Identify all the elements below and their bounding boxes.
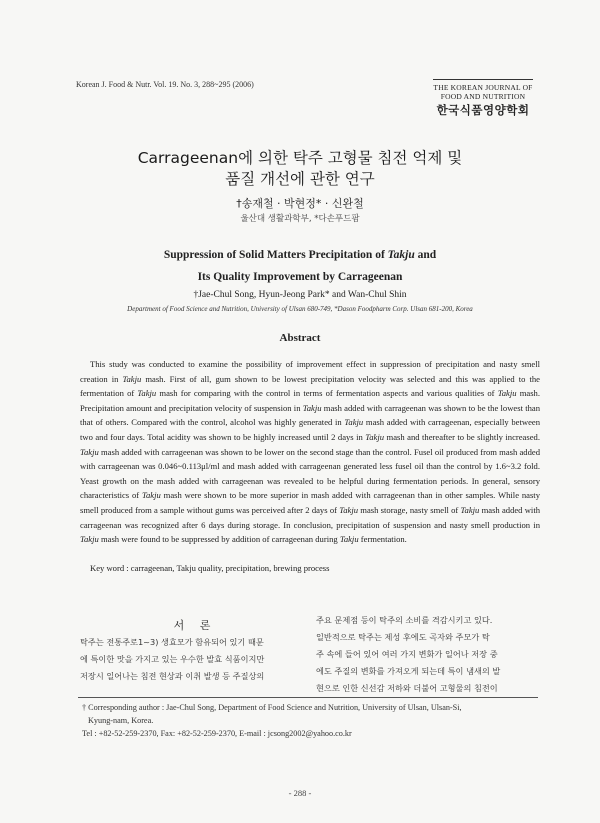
body-text-line: 에도 주질의 변화를 가져오게 되는데 특이 냄새의 발 [316, 666, 501, 676]
journal-masthead [433, 79, 533, 118]
english-title-part: and [414, 249, 437, 261]
footnote-rule [78, 697, 538, 698]
footnote-line: † Corresponding author : Jae-Chul Song, Department of Food Science and Nutrition, University of Ulsan, Ulsan-Si, [82, 703, 462, 712]
english-title-italic: Takju [387, 249, 415, 261]
body-text-line: 현으로 인한 신선감 저하와 더불어 고형물의 침전이 [316, 683, 498, 693]
body-text-line: 탁주는 전통주로1~3) 생효모가 함유되어 있기 때문 [80, 637, 264, 647]
english-title-part: Suppression of Solid Matters Precipitation of [163, 249, 388, 261]
section-heading-introduction: 서 론 [173, 619, 217, 632]
abstract-text: This study was conducted to examine the possibility of improvement effect in suppression of precipitation and nasty smell creation in Takju mash. First of all, gum shown to be lowest precipitation velocity was selected and this was applied to the fermentation of Takju mash for comparing with the control in terms of fermentation aspects and various qualities of Takju mash. Precipitation amount and precipitation velocity of suspension in Takju mash added with carrageenan was shown to be the lowest than that of others. Compared with the control, alcohol was highly generated in Takju mash added with carrageenan, especially between two and four days. Total acidity was shown to be highly increased until 2 days in Takju mash and thereafter to be slightly increased. Takju mash added with carrageenan was shown to be lower on the second stage than the control. Fusel oil produced from mash added with carrageenan was 0.046~0.113μl/ml and mash added with carrageenan generated less fusel oil than the control by 1.6~3.2 fold. Yeast growth on the mash added with carrageenan was revealed to be helpful during fermentation periods. In general, sensory characteristics of Takju mash were shown to be more superior in mash added with carrageenan than in other samples. While nasty smell produced from a sample without gums was perceived after 2 days of Takju mash storage, nasty smell of Takju mash added with carrageenan was recognized after 6 days during storage. In conclusion, precipitation of suspension and nasty smell production in Takju mash were found to be suppressed by addition of carrageenan during Takju fermentation. [80, 359, 540, 545]
korean-title [60, 148, 540, 190]
masthead-korean-name: 한국식품영양학회 [436, 103, 530, 117]
masthead-rule [433, 79, 533, 80]
page-number: - 288 - [288, 788, 312, 798]
korean-title-line-1: Carrageenan에 의한 탁주 고형물 침전 억제 및 [137, 149, 463, 167]
body-column-left [80, 634, 310, 685]
body-text-line: 에 특이한 맛을 가지고 있는 우수한 발효 식품이지만 [80, 654, 265, 664]
abstract-heading: Abstract [279, 332, 321, 344]
korean-affiliation: 울산대 생활과학부, *다손푸드팜 [240, 214, 360, 224]
english-affiliation: Department of Food Science and Nutrition, University of Ulsan 680-749, *Dason Foodpharm Corp. Ulsan 681-200, Korea [127, 305, 473, 313]
footnote-line: Kyung-nam, Korea. [88, 716, 154, 725]
english-title-line-1 [60, 244, 540, 266]
body-column-right [316, 612, 538, 697]
body-text-line: 일반적으로 탁주는 제성 후에도 곡자와 주모가 탁 [316, 632, 490, 642]
keywords: Key word : carrageenan, Takju quality, precipitation, brewing process [90, 563, 330, 573]
masthead-en-line-2: FOOD AND NUTRITION [440, 92, 526, 101]
korean-authors: †송재철 · 박현정* · 신완철 [236, 197, 364, 210]
footnote-line: Tel : +82-52-259-2370, Fax: +82-52-259-2370, E-mail : jcsong2002@yahoo.co.kr [82, 729, 352, 738]
corresponding-author-footnote [82, 701, 542, 740]
english-authors: †Jae-Chul Song, Hyun-Jeong Park* and Wan-Chul Shin [193, 290, 407, 300]
body-text-line: 주요 문제점 등이 탁주의 소비를 격감시키고 있다. [316, 615, 493, 625]
journal-reference: Korean J. Food & Nutr. Vol. 19. No. 3, 288~295 (2006) [76, 80, 254, 89]
masthead-en-line-1: THE KOREAN JOURNAL OF [433, 83, 533, 92]
body-text-line: 저장시 일어나는 침전 현상과 이취 발생 등 주질상의 [80, 671, 265, 681]
body-text-line: 주 속에 들어 있어 여러 가지 변화가 일어나 저장 중 [316, 649, 498, 659]
abstract-body [80, 357, 540, 547]
english-title-line-2: Its Quality Improvement by Carrageenan [197, 271, 403, 283]
english-title [60, 244, 540, 288]
korean-title-line-2: 품질 개선에 관한 연구 [225, 170, 375, 188]
